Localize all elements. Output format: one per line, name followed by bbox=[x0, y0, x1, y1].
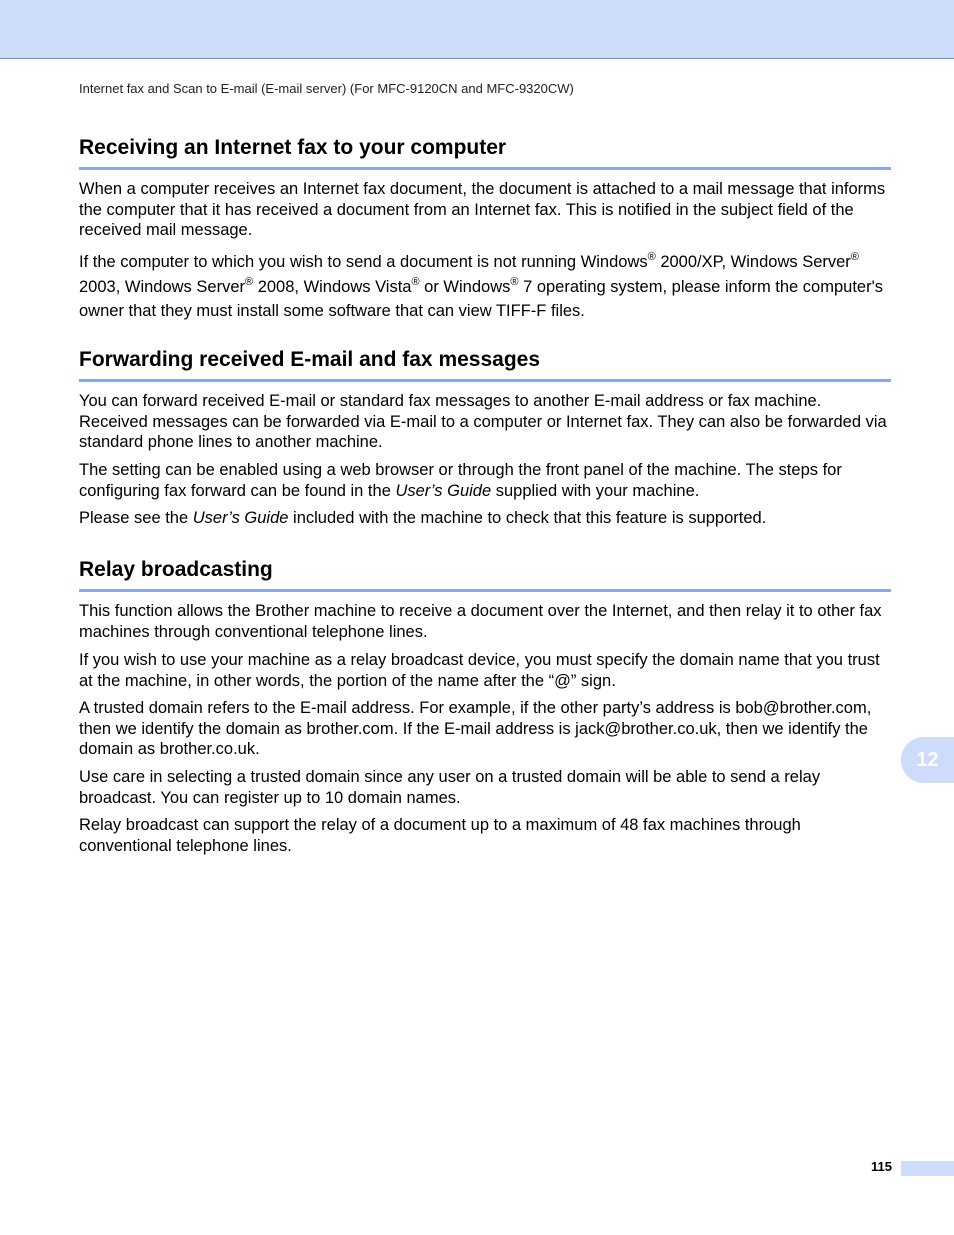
paragraph: If the computer to which you wish to send a document is not running Windows® 2000/XP, Windows Server® 2003, Windows Server® 2008, Windows Vista® or Windows® 7 operating system, please inform the computer's owner that they must install some software that can view TIFF-F files. bbox=[79, 251, 883, 320]
users-guide-reference: User’s Guide bbox=[395, 481, 492, 500]
paragraph: Please see the User’s Guide included with the machine to check that this feature is supported. bbox=[79, 509, 767, 527]
running-header: Internet fax and Scan to E-mail (E-mail server) (For MFC-9120CN and MFC-9320CW) bbox=[79, 81, 574, 96]
top-banner bbox=[0, 0, 954, 59]
paragraph: A trusted domain refers to the E-mail address. For example, if the other party’s address is bob@brother.com, then we identify the domain as brother.com. If the E-mail address is jack@brother.co.uk, then we identify the domain as brother.co.uk. bbox=[79, 699, 872, 758]
paragraph: The setting can be enabled using a web browser or through the front panel of the machine. The steps for configuring fax forward can be found in the User’s Guide supplied with your machine. bbox=[79, 461, 842, 500]
paragraph: When a computer receives an Internet fax document, the document is attached to a mail message that informs the computer that it has received a document from an Internet fax. This is notified in the subject field of the received mail message. bbox=[79, 180, 886, 239]
paragraph: You can forward received E-mail or standard fax messages to another E-mail address or fax machine. Received messages can be forwarded via E-mail to a computer or Internet fax. They can also be forwarded via standard phone lines to another machine. bbox=[79, 392, 887, 451]
footer-bar bbox=[901, 1161, 954, 1176]
paragraph: This function allows the Brother machine to receive a document over the Internet, and then relay it to other fax machines through conventional telephone lines. bbox=[79, 602, 882, 641]
section-heading-receiving: Receiving an Internet fax to your computer bbox=[79, 135, 891, 170]
paragraph: Relay broadcast can support the relay of a document up to a maximum of 48 fax machines through conventional telephone lines. bbox=[79, 816, 801, 855]
section-heading-forwarding: Forwarding received E-mail and fax messages bbox=[79, 347, 891, 382]
users-guide-reference: User’s Guide bbox=[192, 509, 289, 527]
page-number: 115 bbox=[871, 1159, 892, 1174]
paragraph: If you wish to use your machine as a relay broadcast device, you must specify the domain name that you trust at the machine, in other words, the portion of the name after the “@” sign. bbox=[79, 651, 880, 690]
paragraph: Use care in selecting a trusted domain since any user on a trusted domain will be able to send a relay broadcast. You can register up to 10 domain names. bbox=[79, 768, 821, 807]
chapter-tab: 12 bbox=[901, 737, 954, 783]
section-heading-relay: Relay broadcasting bbox=[79, 557, 891, 592]
